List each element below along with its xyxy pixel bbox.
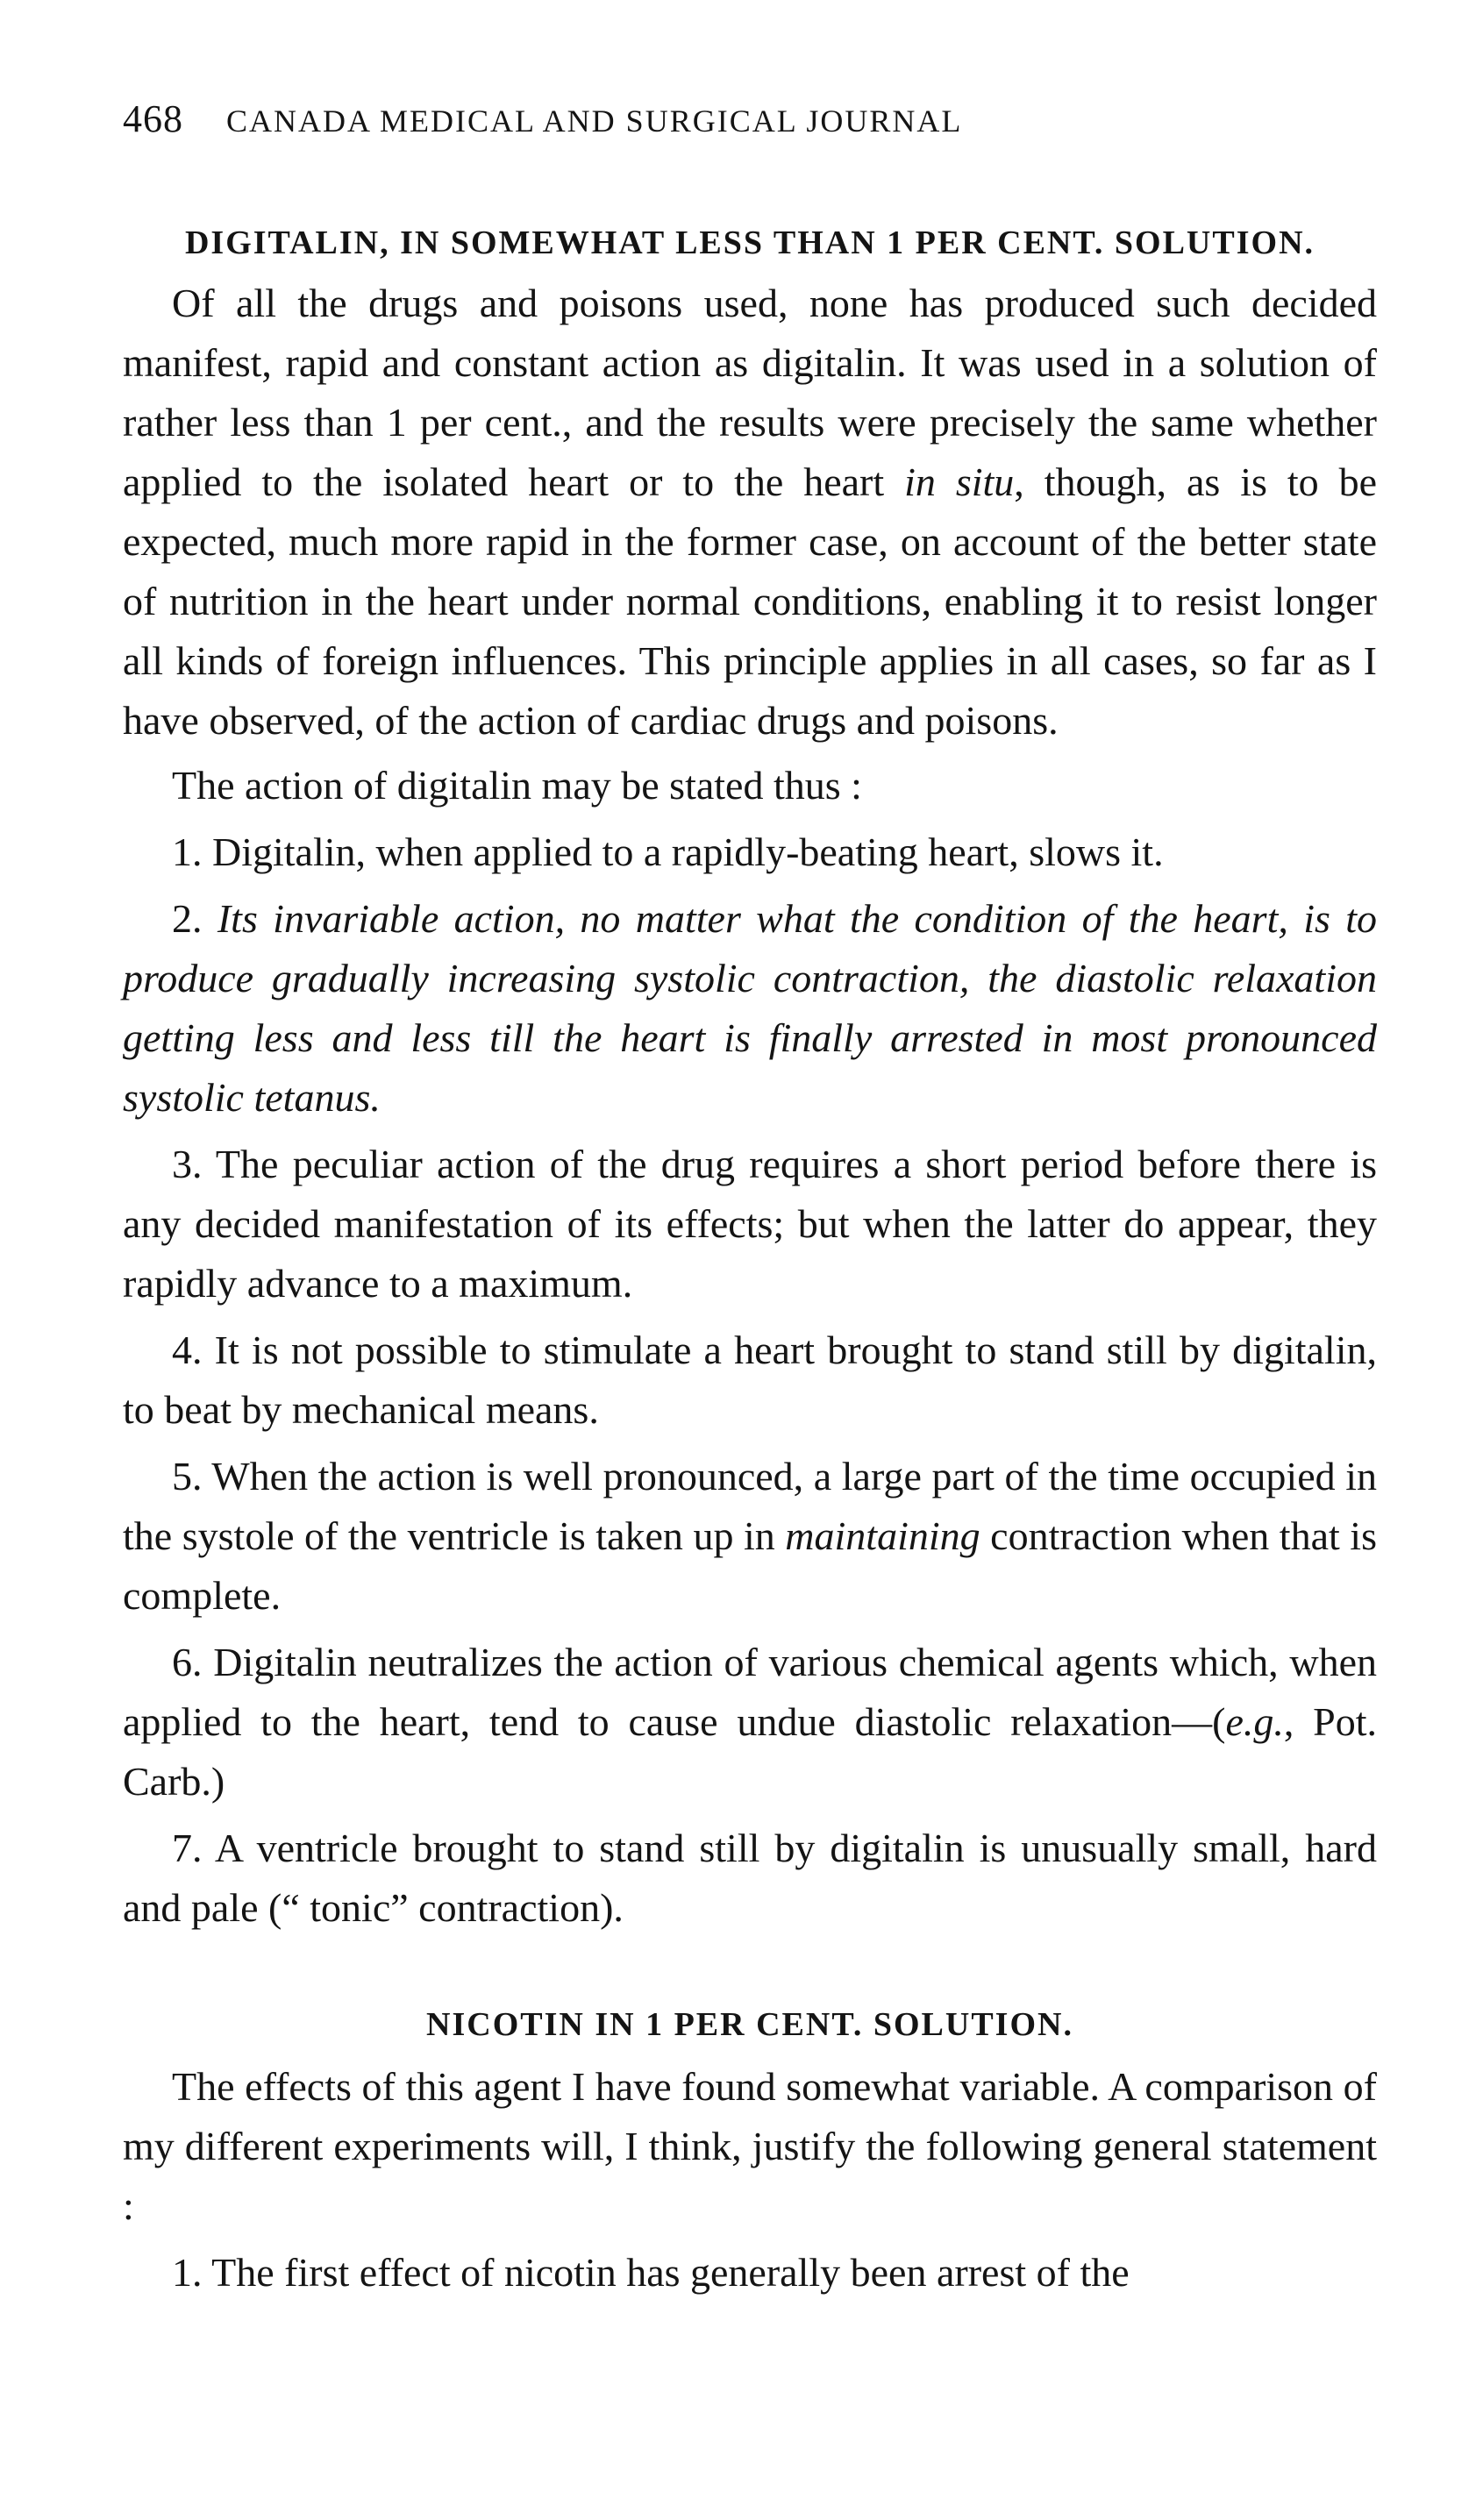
item-5-italic-maintaining: maintaining: [785, 1513, 980, 1558]
digitalin-item-5: [123, 1447, 1377, 1626]
page-number: 468: [123, 97, 183, 140]
nicotin-intro-paragraph: The effects of this agent I have found somewhat variable. A comparison of my different experiments will, I think, justify the following general statement :: [123, 2064, 1377, 2228]
digitalin-item-4: 4. It is not possible to stimulate a heart brought to stand still by digitalin, to beat by mechanical means.: [123, 1328, 1377, 1432]
item-5-text-part2: contraction when that is complete.: [123, 1513, 1377, 1618]
item-6-text-part2: , Pot. Carb.): [123, 1699, 1377, 1804]
digitalin-item-6: [123, 1633, 1377, 1812]
section-heading-nicotin: NICOTIN IN 1 PER CENT. SOLUTION.: [426, 2006, 1073, 2043]
digitalin-statement: The action of digitalin may be stated thus :: [172, 763, 862, 808]
digitalin-intro-paragraph: [123, 274, 1377, 751]
digitalin-item-1: 1. Digitalin, when applied to a rapidly-beating heart, slows it.: [172, 829, 1164, 874]
digitalin-item-3: 3. The peculiar action of the drug requires a short period before there is any decided manifestation of its effects; but when the latter do appear, they rapidly advance to a maximum.: [123, 1142, 1377, 1306]
section-heading-digitalin: DIGITALIN, IN SOMEWHAT LESS THAN 1 PER CENT. SOLUTION.: [184, 224, 1315, 261]
nicotin-item-1: 1. The first effect of nicotin has generally been arrest of the: [172, 2250, 1130, 2295]
item-5-text-part1: 5. When the action is well pronounced, a large part of the time occupied in the systole of the ventricle is taken up in: [123, 1454, 1377, 1558]
item-2-italic-text: Its invariable action, no matter what the condition of the heart, is to produce gradually increasing systolic contraction, the diastolic relaxation getting less and less till the heart is finally arrested in most pronounced systolic tetanus.: [123, 896, 1378, 1120]
digitalin-item-2: [123, 889, 1377, 1128]
intro-text-part2: , though, as is to be expected, much more rapid in the former case, on account of the better state of nutrition in the heart under normal conditions, enabling it to resist longer all kinds of foreign influences. This principle applies in all cases, so far as I have observed, of the action of cardiac drugs and poisons.: [123, 459, 1377, 743]
digitalin-item-7: 7. A ventricle brought to stand still by digitalin is unusually small, hard and pale (“ tonic” contraction).: [123, 1826, 1377, 1930]
running-head: [123, 96, 1377, 149]
item-6-text-part1: 6. Digitalin neutralizes the action of various chemical agents which, when applied to the heart, tend to cause undue diastolic relaxation—(: [123, 1640, 1377, 1744]
intro-italic-in-situ: in situ: [904, 459, 1015, 504]
intro-text-part1: Of all the drugs and poisons used, none has produced such decided manifest, rapid and constant action as digitalin. It was used in a solution of rather less than 1 per cent., and the results were precisely the same whether applied to the isolated heart or to the heart: [123, 281, 1377, 504]
item-2-number: 2.: [172, 896, 217, 941]
item-6-italic-eg: e.g.: [1225, 1699, 1284, 1744]
journal-title: CANADA MEDICAL AND SURGICAL JOURNAL: [226, 103, 963, 139]
journal-page: [123, 96, 1377, 2303]
